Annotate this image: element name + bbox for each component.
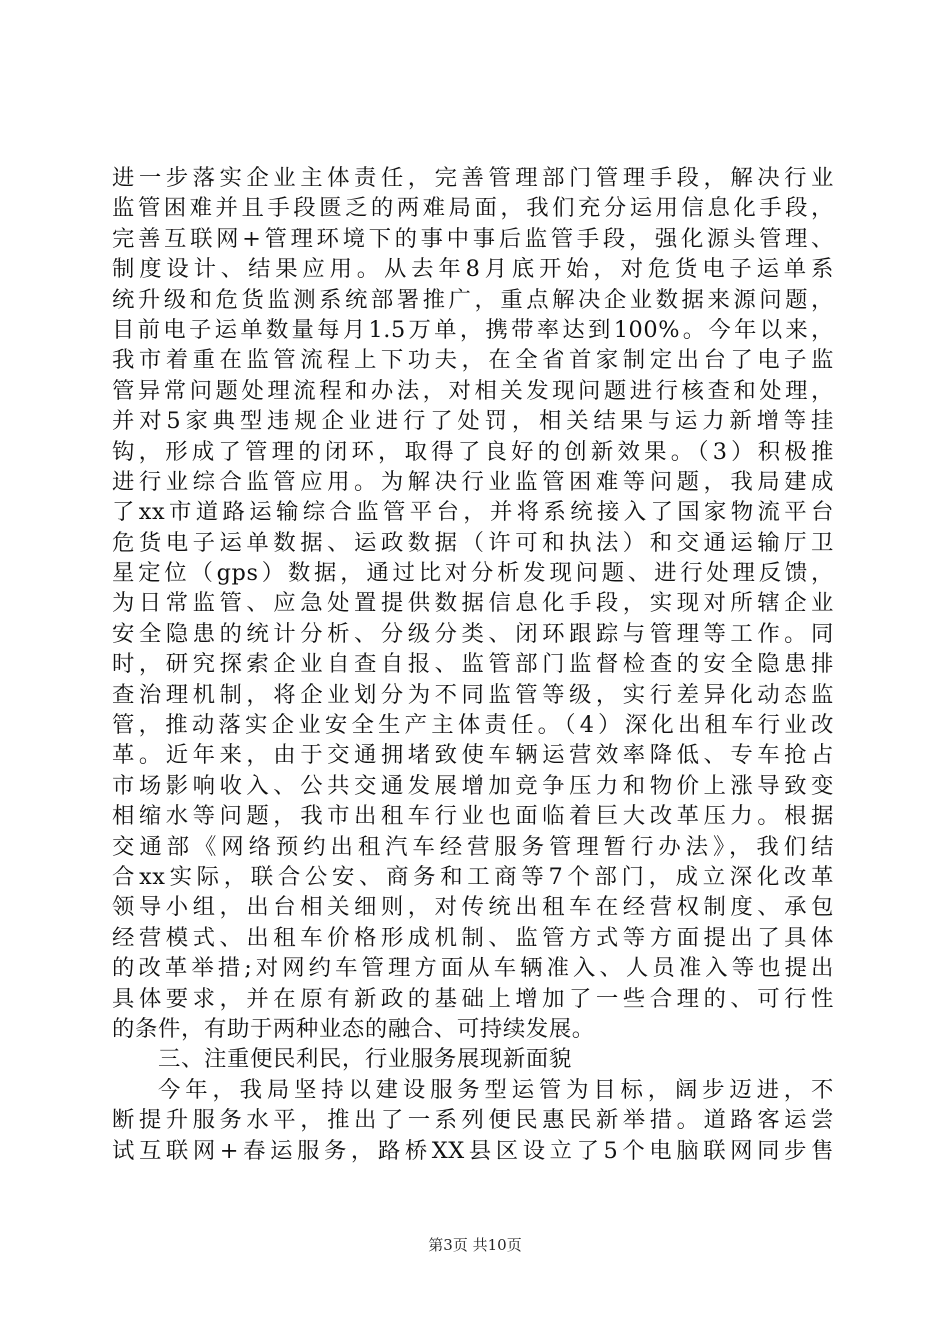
text-line: 为日常监管、应急处置提供数据信息化手段，实现对所辖企业 [112, 590, 834, 617]
text-line: 我市着重在监管流程上下功夫，在全省首家制定出台了电子监 [112, 347, 834, 374]
text-line: 的改革举措;对网约车管理方面从车辆准入、人员准入等也提出 [112, 955, 834, 982]
text-line: 危货电子运单数据、运政数据（许可和执法）和交通运输厅卫 [112, 529, 834, 556]
text-line: 监管困难并且手段匮乏的两难局面，我们充分运用信息化手段， [112, 195, 834, 222]
text-line: 了xx市道路运输综合监管平台，并将系统接入了国家物流平台 [112, 499, 834, 526]
text-line: 管，推动落实企业安全生产主体责任。（4）深化出租车行业改 [112, 712, 834, 739]
text-line: 市场影响收入、公共交通发展增加竞争压力和物价上涨导致变 [112, 772, 834, 799]
text-line: 进一步落实企业主体责任，完善管理部门管理手段，解决行业 [112, 165, 834, 191]
text-line: 经营模式、出租车价格形成机制、监管方式等方面提出了具体 [112, 924, 834, 951]
text-line: 断提升服务水平，推出了一系列便民惠民新举措。道路客运尝 [112, 1107, 834, 1134]
text-line: 管异常问题处理流程和办法，对相关发现问题进行核查和处理， [112, 377, 834, 404]
text-line: 目前电子运单数量每月1.5万单，携带率达到100%。今年以来， [112, 316, 834, 343]
text-line: 合xx实际，联合公安、商务和工商等7个部门，成立深化改革 [112, 863, 834, 890]
page-footer: 第3页 共10页 [428, 1236, 522, 1254]
text-line: 时，研究探索企业自查自报、监管部门监督检查的安全隐患排 [112, 651, 834, 678]
text-line: 进行业综合监管应用。为解决行业监管困难等问题，我局建成 [112, 468, 834, 495]
text-line: 钩，形成了管理的闭环，取得了良好的创新效果。（3）积极推 [112, 438, 834, 465]
text-line: 相缩水等问题，我市出租车行业也面临着巨大改革压力。根据 [112, 803, 834, 830]
text-line: 完善互联网+管理环境下的事中事后监管手段，强化源头管理、 [112, 225, 834, 252]
text-line: 领导小组，出台相关细则，对传统出租车在经营权制度、承包 [112, 894, 834, 921]
text-line: 统升级和危货监测系统部署推广，重点解决企业数据来源问题， [112, 286, 834, 313]
text-line: 查治理机制，将企业划分为不同监管等级，实行差异化动态监 [112, 681, 834, 708]
text-line: 革。近年来，由于交通拥堵致使车辆运营效率降低、专车抢占 [112, 742, 834, 769]
text-line: 交通部《网络预约出租汽车经营服务管理暂行办法》，我们结 [112, 833, 834, 860]
text-line: 试互联网+春运服务，路桥XX县区设立了5个电脑联网同步售 [112, 1137, 834, 1164]
body-text [112, 163, 834, 1166]
paragraph-end-line: 的条件，有助于两种业态的融合、可持续发展。 [112, 1015, 595, 1042]
paragraph-first-line: 今年，我局坚持以建设服务型运管为目标，阔步迈进，不 [158, 1076, 834, 1103]
text-line: 安全隐患的统计分析、分级分类、闭环跟踪与管理等工作。同 [112, 620, 834, 647]
section-heading: 三、注重便民利民，行业服务展现新面貌 [158, 1046, 572, 1073]
text-line: 星定位（gps）数据，通过比对分析发现问题、进行处理反馈， [112, 560, 834, 587]
text-line: 制度设计、结果应用。从去年8月底开始，对危货电子运单系 [112, 256, 834, 283]
text-line: 具体要求，并在原有新政的基础上增加了一些合理的、可行性 [112, 985, 834, 1012]
text-line: 并对5家典型违规企业进行了处罚，相关结果与运力新增等挂 [112, 408, 834, 435]
